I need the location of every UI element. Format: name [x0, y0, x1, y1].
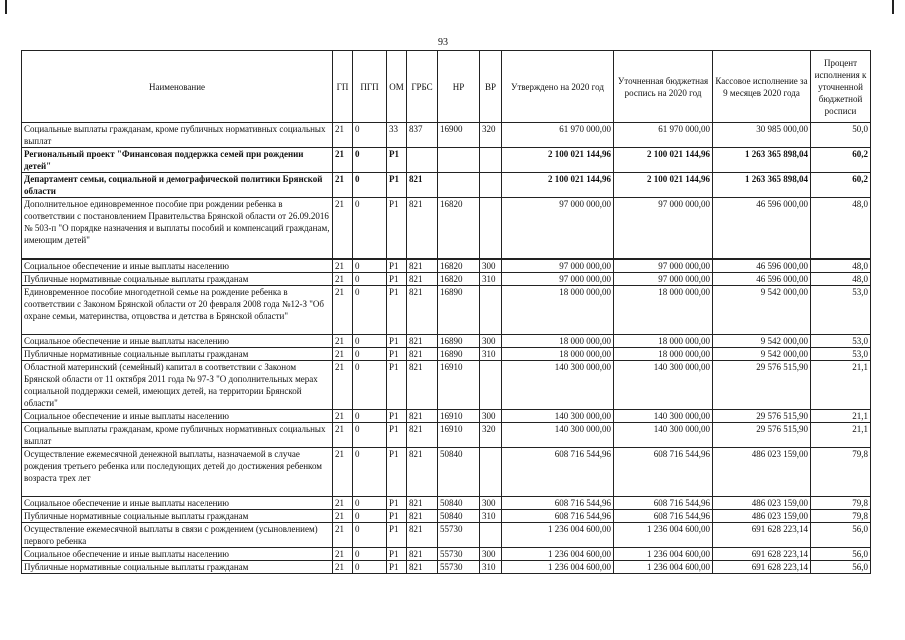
row-vr	[480, 523, 502, 548]
row-refined: 97 000 000,00	[614, 198, 713, 260]
row-om: P1	[387, 259, 407, 273]
row-ppgp: 0	[353, 259, 387, 273]
row-approved: 18 000 000,00	[502, 286, 614, 335]
row-grbs: 821	[407, 198, 438, 260]
row-approved: 140 300 000,00	[502, 410, 614, 423]
row-cash: 486 023 159,00	[713, 510, 811, 523]
row-grbs: 821	[407, 286, 438, 335]
row-grbs: 821	[407, 173, 438, 198]
row-cash: 29 576 515,90	[713, 423, 811, 448]
row-gp: 21	[333, 448, 353, 497]
row-nr	[438, 148, 480, 173]
column-header-name: Наименование	[22, 51, 333, 123]
row-approved: 97 000 000,00	[502, 198, 614, 260]
row-cash: 29 576 515,90	[713, 410, 811, 423]
row-vr	[480, 361, 502, 410]
column-header-approved: Утверждено на 2020 год	[502, 51, 614, 123]
table-row	[22, 273, 871, 286]
row-refined: 140 300 000,00	[614, 410, 713, 423]
row-cash: 46 596 000,00	[713, 259, 811, 273]
row-vr	[480, 173, 502, 198]
row-vr: 310	[480, 561, 502, 574]
row-refined: 2 100 021 144,96	[614, 173, 713, 198]
row-nr: 50840	[438, 448, 480, 497]
row-nr: 16910	[438, 410, 480, 423]
row-om: P1	[387, 561, 407, 574]
table-row	[22, 348, 871, 361]
row-om: P1	[387, 148, 407, 173]
table-row	[22, 259, 871, 273]
table-row	[22, 173, 871, 198]
row-name: Публичные нормативные социальные выплаты гражданам	[22, 348, 333, 361]
column-header-gp: ГП	[333, 51, 353, 123]
row-om: P1	[387, 510, 407, 523]
scan-corner-mark	[892, 0, 894, 14]
row-nr: 16910	[438, 423, 480, 448]
row-percent: 60,2	[811, 173, 871, 198]
row-vr	[480, 148, 502, 173]
table-row	[22, 561, 871, 574]
row-gp: 21	[333, 497, 353, 510]
row-grbs: 821	[407, 273, 438, 286]
row-ppgp: 0	[353, 510, 387, 523]
row-vr: 310	[480, 348, 502, 361]
row-gp: 21	[333, 523, 353, 548]
row-refined: 608 716 544,96	[614, 510, 713, 523]
table-header-row	[22, 51, 871, 123]
row-nr: 55730	[438, 561, 480, 574]
row-approved: 18 000 000,00	[502, 348, 614, 361]
row-ppgp: 0	[353, 273, 387, 286]
row-ppgp: 0	[353, 548, 387, 561]
row-ppgp: 0	[353, 448, 387, 497]
row-approved: 608 716 544,96	[502, 510, 614, 523]
row-percent: 53,0	[811, 335, 871, 348]
row-percent: 21,1	[811, 361, 871, 410]
row-om: P1	[387, 173, 407, 198]
row-cash: 486 023 159,00	[713, 448, 811, 497]
row-percent: 56,0	[811, 561, 871, 574]
row-gp: 21	[333, 548, 353, 561]
row-percent: 53,0	[811, 286, 871, 335]
row-vr	[480, 198, 502, 260]
row-approved: 2 100 021 144,96	[502, 148, 614, 173]
row-om: P1	[387, 548, 407, 561]
row-name: Осуществление ежемесячной выплаты в связи с рождением (усыновлением) первого ребенка	[22, 523, 333, 548]
row-cash: 9 542 000,00	[713, 286, 811, 335]
table-row	[22, 286, 871, 335]
row-percent: 50,0	[811, 123, 871, 148]
row-cash: 1 263 365 898,04	[713, 148, 811, 173]
row-grbs: 821	[407, 361, 438, 410]
row-name: Публичные нормативные социальные выплаты гражданам	[22, 510, 333, 523]
row-gp: 21	[333, 173, 353, 198]
row-approved: 97 000 000,00	[502, 259, 614, 273]
row-percent: 60,2	[811, 148, 871, 173]
row-cash: 691 628 223,14	[713, 548, 811, 561]
row-om: P1	[387, 497, 407, 510]
row-name: Региональный проект "Финансовая поддержка семей при рождении детей"	[22, 148, 333, 173]
column-header-ppgp: ПГП	[353, 51, 387, 123]
row-om: P1	[387, 198, 407, 260]
table-row	[22, 510, 871, 523]
budget-table	[21, 50, 871, 574]
row-cash: 9 542 000,00	[713, 348, 811, 361]
row-om: P1	[387, 448, 407, 497]
row-refined: 61 970 000,00	[614, 123, 713, 148]
row-grbs: 821	[407, 497, 438, 510]
row-approved: 97 000 000,00	[502, 273, 614, 286]
row-percent: 79,8	[811, 510, 871, 523]
row-name: Социальное обеспечение и иные выплаты населению	[22, 335, 333, 348]
row-approved: 140 300 000,00	[502, 423, 614, 448]
table-row	[22, 123, 871, 148]
row-grbs	[407, 148, 438, 173]
row-om: P1	[387, 523, 407, 548]
column-header-vr: ВР	[480, 51, 502, 123]
row-grbs: 821	[407, 548, 438, 561]
row-ppgp: 0	[353, 123, 387, 148]
row-refined: 608 716 544,96	[614, 448, 713, 497]
row-grbs: 821	[407, 423, 438, 448]
row-om: P1	[387, 423, 407, 448]
row-ppgp: 0	[353, 523, 387, 548]
row-nr: 55730	[438, 523, 480, 548]
row-gp: 21	[333, 148, 353, 173]
page-number: 93	[438, 37, 448, 48]
table-row	[22, 198, 871, 260]
row-ppgp: 0	[353, 348, 387, 361]
row-grbs: 821	[407, 561, 438, 574]
row-refined: 2 100 021 144,96	[614, 148, 713, 173]
row-name: Социальные выплаты гражданам, кроме публичных нормативных социальных выплат	[22, 123, 333, 148]
row-approved: 1 236 004 600,00	[502, 523, 614, 548]
row-grbs: 821	[407, 335, 438, 348]
row-nr: 50840	[438, 510, 480, 523]
column-header-refined: Уточненная бюджетная роспись на 2020 год	[614, 51, 713, 123]
row-refined: 97 000 000,00	[614, 273, 713, 286]
row-nr: 16890	[438, 335, 480, 348]
row-grbs: 821	[407, 510, 438, 523]
row-nr: 16910	[438, 361, 480, 410]
scan-corner-mark	[5, 0, 7, 14]
row-nr: 16820	[438, 273, 480, 286]
row-percent: 79,8	[811, 497, 871, 510]
row-percent: 48,0	[811, 198, 871, 260]
table-row	[22, 148, 871, 173]
row-percent: 21,1	[811, 410, 871, 423]
row-gp: 21	[333, 123, 353, 148]
table-row	[22, 361, 871, 410]
table-row	[22, 497, 871, 510]
row-vr	[480, 286, 502, 335]
row-name: Социальные выплаты гражданам, кроме публичных нормативных социальных выплат	[22, 423, 333, 448]
row-nr: 16890	[438, 286, 480, 335]
row-refined: 1 236 004 600,00	[614, 561, 713, 574]
row-vr: 300	[480, 497, 502, 510]
row-nr	[438, 173, 480, 198]
column-header-om: ОМ	[387, 51, 407, 123]
row-ppgp: 0	[353, 335, 387, 348]
row-refined: 1 236 004 600,00	[614, 523, 713, 548]
row-vr: 320	[480, 123, 502, 148]
row-gp: 21	[333, 410, 353, 423]
row-vr: 310	[480, 273, 502, 286]
row-grbs: 837	[407, 123, 438, 148]
row-cash: 29 576 515,90	[713, 361, 811, 410]
row-name: Публичные нормативные социальные выплаты гражданам	[22, 561, 333, 574]
row-cash: 486 023 159,00	[713, 497, 811, 510]
row-gp: 21	[333, 286, 353, 335]
row-refined: 140 300 000,00	[614, 423, 713, 448]
row-ppgp: 0	[353, 148, 387, 173]
row-percent: 48,0	[811, 259, 871, 273]
row-percent: 21,1	[811, 423, 871, 448]
row-ppgp: 0	[353, 423, 387, 448]
row-refined: 140 300 000,00	[614, 361, 713, 410]
row-cash: 46 596 000,00	[713, 273, 811, 286]
row-gp: 21	[333, 259, 353, 273]
row-gp: 21	[333, 561, 353, 574]
row-approved: 61 970 000,00	[502, 123, 614, 148]
row-gp: 21	[333, 423, 353, 448]
column-header-cash: Кассовое исполнение за 9 месяцев 2020 года	[713, 51, 811, 123]
row-om: P1	[387, 410, 407, 423]
row-name: Департамент семьи, социальной и демографической политики Брянской области	[22, 173, 333, 198]
row-ppgp: 0	[353, 361, 387, 410]
row-gp: 21	[333, 348, 353, 361]
row-nr: 55730	[438, 548, 480, 561]
row-cash: 691 628 223,14	[713, 561, 811, 574]
table-row	[22, 410, 871, 423]
row-percent: 56,0	[811, 523, 871, 548]
row-percent: 79,8	[811, 448, 871, 497]
row-vr: 320	[480, 423, 502, 448]
row-om: P1	[387, 348, 407, 361]
row-ppgp: 0	[353, 198, 387, 260]
row-refined: 1 236 004 600,00	[614, 548, 713, 561]
row-om: 33	[387, 123, 407, 148]
row-cash: 9 542 000,00	[713, 335, 811, 348]
row-name: Единовременное пособие многодетной семье на рождение ребенка в соответствии с Законом Брянской области от 20 февраля 2008 года №12-З "Об охране семьи, материнства, отцовства и детства в Брянской области"	[22, 286, 333, 335]
row-ppgp: 0	[353, 561, 387, 574]
row-approved: 608 716 544,96	[502, 497, 614, 510]
row-refined: 18 000 000,00	[614, 286, 713, 335]
row-cash: 30 985 000,00	[713, 123, 811, 148]
row-nr: 16820	[438, 259, 480, 273]
row-nr: 16900	[438, 123, 480, 148]
row-grbs: 821	[407, 448, 438, 497]
row-vr	[480, 448, 502, 497]
row-approved: 2 100 021 144,96	[502, 173, 614, 198]
row-gp: 21	[333, 361, 353, 410]
row-grbs: 821	[407, 410, 438, 423]
row-refined: 18 000 000,00	[614, 335, 713, 348]
column-header-grbs: ГРБС	[407, 51, 438, 123]
row-approved: 18 000 000,00	[502, 335, 614, 348]
row-om: P1	[387, 273, 407, 286]
row-refined: 97 000 000,00	[614, 259, 713, 273]
row-percent: 56,0	[811, 548, 871, 561]
row-gp: 21	[333, 198, 353, 260]
row-name: Областной материнский (семейный) капитал в соответствии с Законом Брянской области от 11 октября 2011 года № 97-З "О дополнительных мерах социальной поддержки семей, имеющих детей, на территории Брянской области"	[22, 361, 333, 410]
row-vr: 300	[480, 259, 502, 273]
row-grbs: 821	[407, 348, 438, 361]
row-name: Дополнительное единовременное пособие при рождении ребенка в соответствии с постановлением Правительства Брянской области от 26.09.2016 № 503-п "О порядке назначения и выплаты пособий и компенсаций гражданам, имеющим детей"	[22, 198, 333, 260]
row-ppgp: 0	[353, 497, 387, 510]
row-om: P1	[387, 286, 407, 335]
row-name: Осуществление ежемесячной денежной выплаты, назначаемой в случае рождения третьего ребенка или последующих детей до достижения ребенком возраста трех лет	[22, 448, 333, 497]
column-header-nr: НР	[438, 51, 480, 123]
column-header-percent: Процент исполнения к уточненной бюджетной росписи	[811, 51, 871, 123]
row-nr: 16890	[438, 348, 480, 361]
row-gp: 21	[333, 335, 353, 348]
row-vr: 300	[480, 548, 502, 561]
table-body	[22, 123, 871, 574]
row-grbs: 821	[407, 259, 438, 273]
row-name: Социальное обеспечение и иные выплаты населению	[22, 548, 333, 561]
table-row	[22, 448, 871, 497]
row-name: Социальное обеспечение и иные выплаты населению	[22, 497, 333, 510]
row-ppgp: 0	[353, 286, 387, 335]
table-row	[22, 423, 871, 448]
row-name: Социальное обеспечение и иные выплаты населению	[22, 410, 333, 423]
table-row	[22, 523, 871, 548]
row-om: P1	[387, 361, 407, 410]
row-vr: 310	[480, 510, 502, 523]
row-gp: 21	[333, 273, 353, 286]
row-nr: 50840	[438, 497, 480, 510]
row-ppgp: 0	[353, 410, 387, 423]
row-name: Публичные нормативные социальные выплаты гражданам	[22, 273, 333, 286]
row-cash: 691 628 223,14	[713, 523, 811, 548]
row-nr: 16820	[438, 198, 480, 260]
row-cash: 46 596 000,00	[713, 198, 811, 260]
row-vr: 300	[480, 335, 502, 348]
row-approved: 608 716 544,96	[502, 448, 614, 497]
row-refined: 608 716 544,96	[614, 497, 713, 510]
row-name: Социальное обеспечение и иные выплаты населению	[22, 259, 333, 273]
table-row	[22, 335, 871, 348]
row-approved: 140 300 000,00	[502, 361, 614, 410]
row-refined: 18 000 000,00	[614, 348, 713, 361]
row-percent: 53,0	[811, 348, 871, 361]
row-gp: 21	[333, 510, 353, 523]
row-om: P1	[387, 335, 407, 348]
row-approved: 1 236 004 600,00	[502, 561, 614, 574]
table-row	[22, 548, 871, 561]
row-cash: 1 263 365 898,04	[713, 173, 811, 198]
row-approved: 1 236 004 600,00	[502, 548, 614, 561]
row-grbs: 821	[407, 523, 438, 548]
row-ppgp: 0	[353, 173, 387, 198]
row-vr: 300	[480, 410, 502, 423]
row-percent: 48,0	[811, 273, 871, 286]
